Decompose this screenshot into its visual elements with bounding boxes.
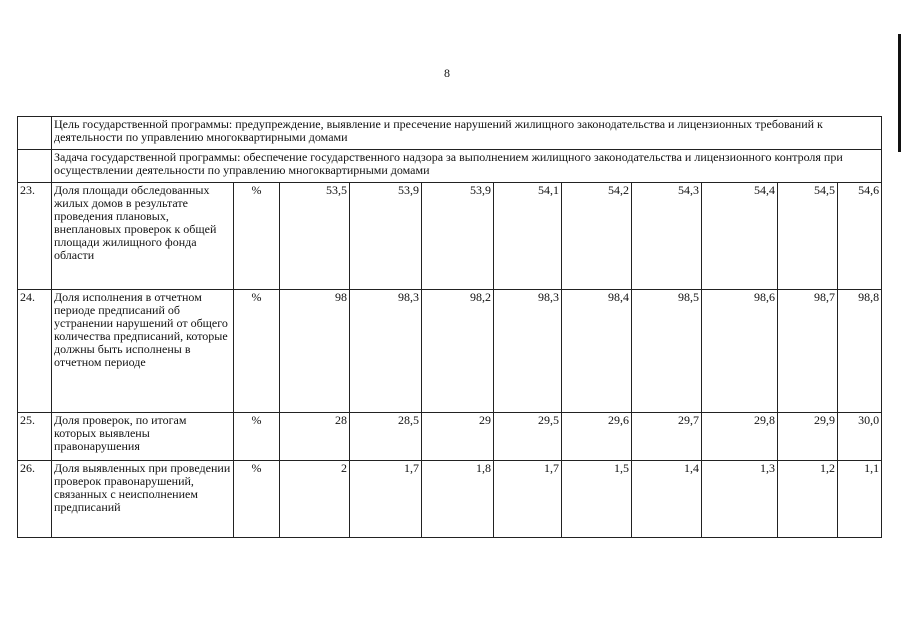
value-cell: 53,5 bbox=[280, 183, 350, 290]
value-cell: 29,5 bbox=[494, 413, 562, 461]
goal-text: Цель государственной программы: предупреждение, выявление и пресечение нарушений жилищного законодательства и лицензионных требований к деятельности по управлению многоквартирными домами bbox=[52, 117, 882, 150]
value-cell: 98,2 bbox=[422, 290, 494, 413]
value-cell: 98 bbox=[280, 290, 350, 413]
value-cell: 98,4 bbox=[562, 290, 632, 413]
value-cell: 53,9 bbox=[350, 183, 422, 290]
value-cell: 1,7 bbox=[350, 461, 422, 538]
row-number: 24. bbox=[18, 290, 52, 413]
value-cell: 2 bbox=[280, 461, 350, 538]
table-row bbox=[18, 413, 882, 461]
value-cell: 29 bbox=[422, 413, 494, 461]
value-cell: 1,1 bbox=[838, 461, 882, 538]
value-cell: 98,3 bbox=[350, 290, 422, 413]
value-cell: 54,1 bbox=[494, 183, 562, 290]
task-row bbox=[18, 150, 882, 183]
unit: % bbox=[234, 461, 280, 538]
value-cell: 28 bbox=[280, 413, 350, 461]
table-row bbox=[18, 183, 882, 290]
scan-edge-mark bbox=[898, 34, 901, 152]
unit: % bbox=[234, 290, 280, 413]
row-number: 23. bbox=[18, 183, 52, 290]
value-cell: 98,6 bbox=[702, 290, 778, 413]
unit: % bbox=[234, 413, 280, 461]
value-cell: 54,2 bbox=[562, 183, 632, 290]
value-cell: 98,5 bbox=[632, 290, 702, 413]
row-number: 25. bbox=[18, 413, 52, 461]
indicator-name: Доля проверок, по итогам которых выявлены правонарушения bbox=[52, 413, 234, 461]
indicator-name: Доля исполнения в отчетном периоде предписаний об устранении нарушений от общего количества предписаний, которые должны быть исполнены в отчетном периоде bbox=[52, 290, 234, 413]
task-text: Задача государственной программы: обеспечение государственного надзора за выполнением жилищного законодательства и лицензионного контроля при осуществлении деятельности по управлению многоквартирными домами bbox=[52, 150, 882, 183]
value-cell: 1,7 bbox=[494, 461, 562, 538]
value-cell: 29,8 bbox=[702, 413, 778, 461]
value-cell: 28,5 bbox=[350, 413, 422, 461]
value-cell: 1,4 bbox=[632, 461, 702, 538]
value-cell: 53,9 bbox=[422, 183, 494, 290]
table-row bbox=[18, 290, 882, 413]
value-cell: 54,5 bbox=[778, 183, 838, 290]
value-cell: 54,6 bbox=[838, 183, 882, 290]
task-num-cell bbox=[18, 150, 52, 183]
indicator-name: Доля выявленных при проведении проверок правонарушений, связанных с неисполнением предписаний bbox=[52, 461, 234, 538]
page-number: 8 bbox=[444, 66, 450, 80]
value-cell: 98,7 bbox=[778, 290, 838, 413]
value-cell: 1,8 bbox=[422, 461, 494, 538]
goal-row bbox=[18, 117, 882, 150]
indicator-name: Доля площади обследованных жилых домов в результате проведения плановых, внеплановых проверок к общей площади жилищного фонда области bbox=[52, 183, 234, 290]
unit: % bbox=[234, 183, 280, 290]
value-cell: 54,4 bbox=[702, 183, 778, 290]
value-cell: 1,2 bbox=[778, 461, 838, 538]
value-cell: 29,6 bbox=[562, 413, 632, 461]
value-cell: 98,3 bbox=[494, 290, 562, 413]
indicators-table bbox=[17, 116, 882, 538]
value-cell: 1,5 bbox=[562, 461, 632, 538]
value-cell: 98,8 bbox=[838, 290, 882, 413]
value-cell: 30,0 bbox=[838, 413, 882, 461]
table-row bbox=[18, 461, 882, 538]
value-cell: 1,3 bbox=[702, 461, 778, 538]
value-cell: 54,3 bbox=[632, 183, 702, 290]
goal-num-cell bbox=[18, 117, 52, 150]
row-number: 26. bbox=[18, 461, 52, 538]
value-cell: 29,9 bbox=[778, 413, 838, 461]
value-cell: 29,7 bbox=[632, 413, 702, 461]
